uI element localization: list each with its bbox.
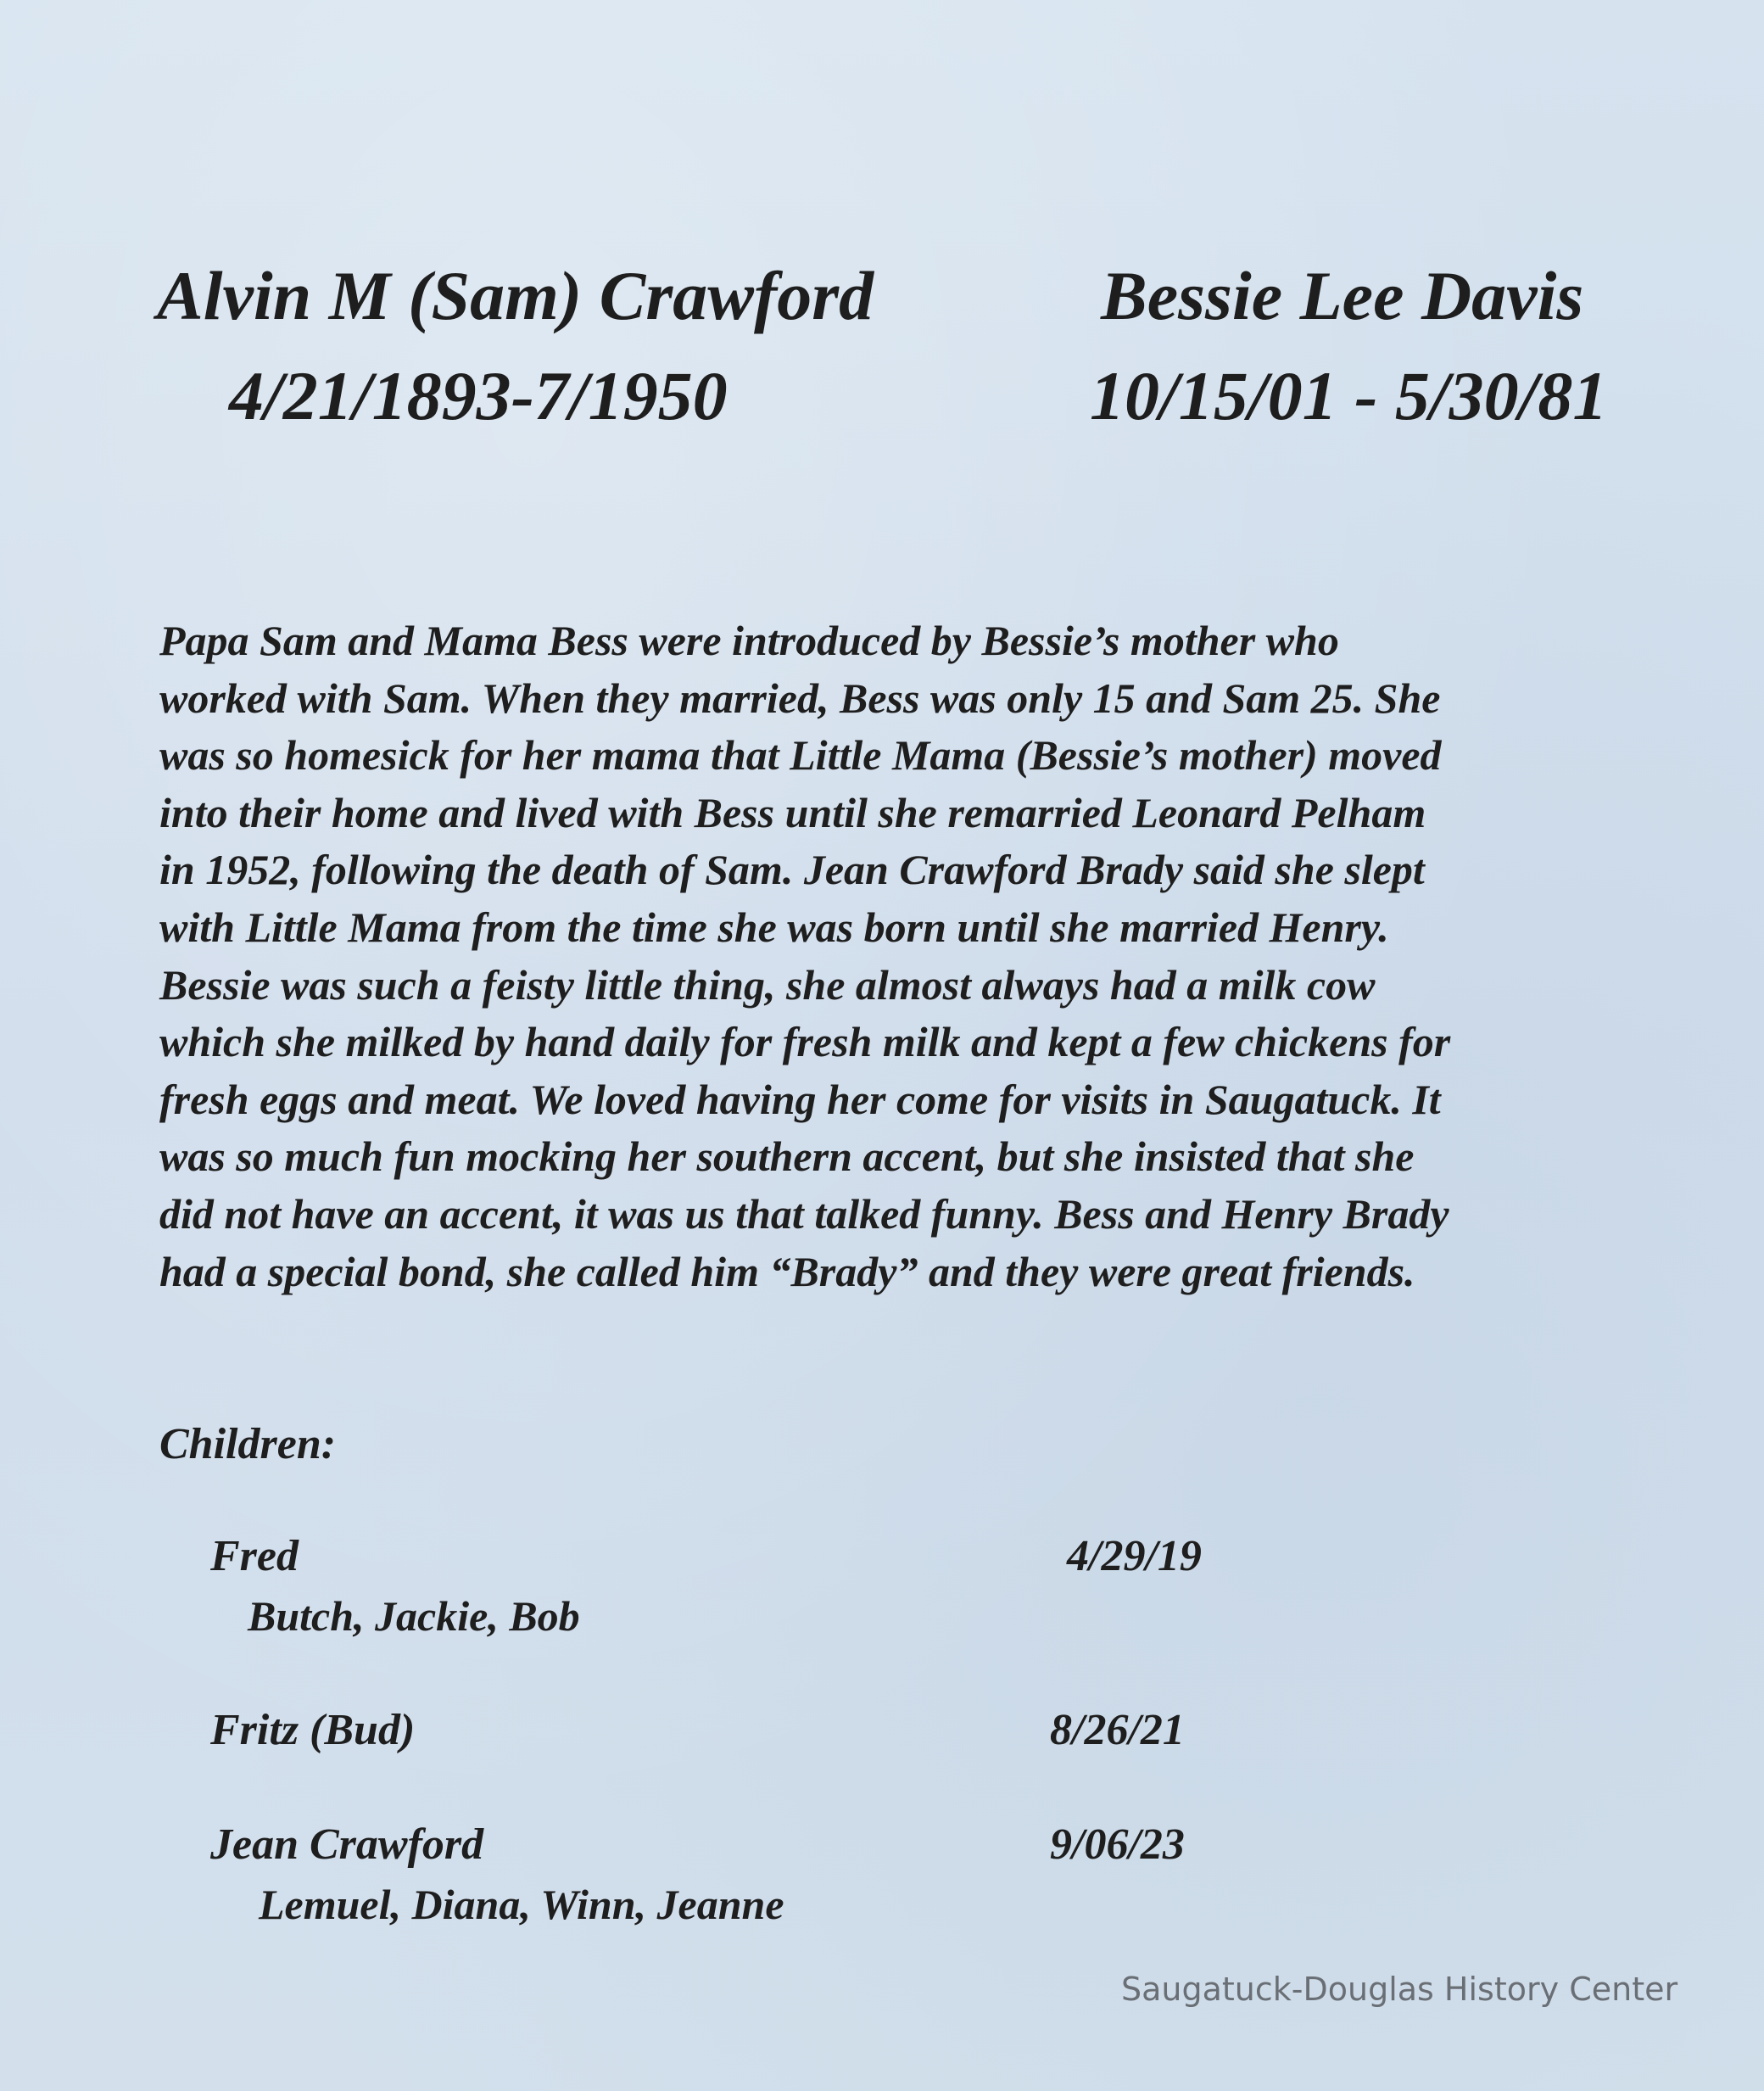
story-paragraph: [159, 612, 1711, 1300]
children-heading: Children:: [159, 1420, 337, 1468]
story-line: was so much fun mocking her southern accent, but she insisted that she: [159, 1132, 1415, 1181]
story-line: Papa Sam and Mama Bess were introduced by Bessie’s mother who: [159, 617, 1339, 664]
child-name: Fred: [210, 1532, 299, 1580]
husband-name: Alvin M (Sam) Crawford: [157, 257, 874, 334]
story-line: had a special bond, she called him “Brady” and they were great friends.: [159, 1247, 1415, 1295]
story-line: which she milked by hand daily for fresh milk and kept a few chickens for: [159, 1018, 1451, 1066]
story-line: fresh eggs and meat. We loved having her come for visits in Saugatuck. It: [159, 1075, 1441, 1123]
story-line: did not have an accent, it was us that talked funny. Bess and Henry Brady: [159, 1189, 1449, 1238]
grandchildren-list: Lemuel, Diana, Winn, Jeanne: [259, 1881, 784, 1928]
story-line: Bessie was such a feisty little thing, she almost always had a milk cow: [159, 960, 1376, 1009]
story-line: worked with Sam. When they married, Bess was only 15 and Sam 25. She: [159, 674, 1441, 722]
story-line: with Little Mama from the time she was born until she married Henry.: [159, 903, 1389, 951]
grandchildren-list: Butch, Jackie, Bob: [248, 1592, 580, 1640]
story-line: was so homesick for her mama that Little Mama (Bessie’s mother) moved: [159, 731, 1442, 780]
child-name: Jean Crawford: [210, 1820, 484, 1869]
child-birth-date: 4/29/19: [1067, 1532, 1202, 1580]
wife-name: Bessie Lee Davis: [1101, 257, 1584, 334]
child-birth-date: 9/06/23: [1050, 1820, 1185, 1869]
husband-dates: 4/21/1893-7/1950: [229, 357, 728, 434]
wife-dates: 10/15/01 - 5/30/81: [1090, 357, 1608, 434]
story-line: into their home and lived with Bess until she remarried Leonard Pelham: [159, 788, 1426, 836]
story-line: in 1952, following the death of Sam. Jean Crawford Brady said she slept: [159, 846, 1425, 894]
child-birth-date: 8/26/21: [1050, 1706, 1185, 1754]
child-name: Fritz (Bud): [210, 1706, 416, 1754]
archive-watermark: Saugatuck-Douglas History Center: [1121, 1971, 1678, 2008]
